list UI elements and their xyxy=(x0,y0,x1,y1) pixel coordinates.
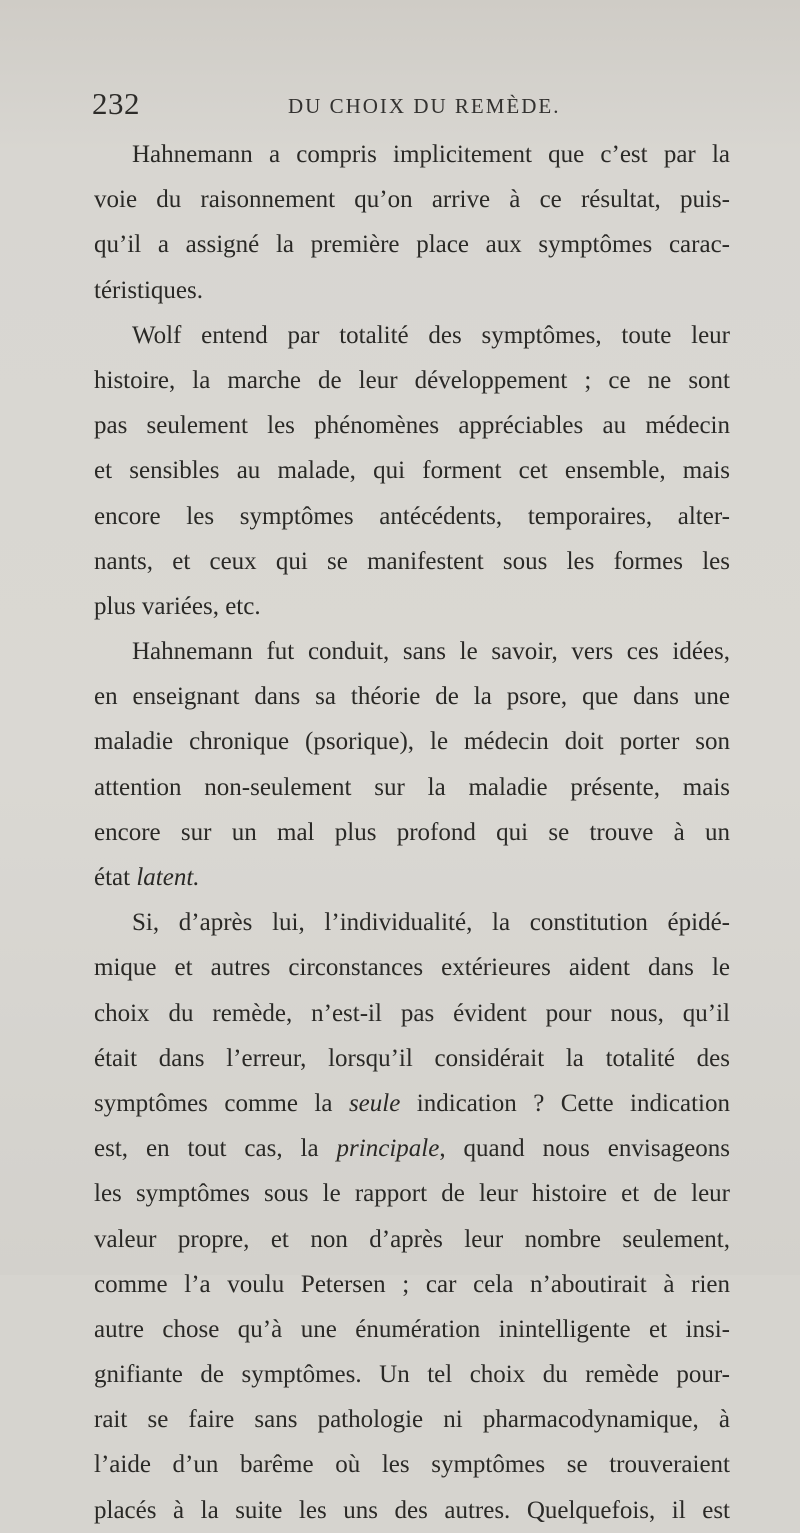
text-line: valeur propre, et non d’après leur nombre seulement, xyxy=(94,1225,730,1253)
running-title: DU CHOIX DU REMÈDE. xyxy=(288,94,561,118)
text-line: autre chose qu’à une énumération inintelligente et insi- xyxy=(94,1315,730,1343)
text-line: l’aide d’un barême où les symptômes se trouveraient xyxy=(94,1451,730,1479)
text-line: Hahnemann a compris implicitement que c’est par la xyxy=(132,141,730,168)
page-number: 232 xyxy=(92,86,140,121)
text-line: les symptômes sous le rapport de leur histoire et de leur xyxy=(94,1180,730,1208)
text-line xyxy=(94,1081,730,1126)
italic-run: latent. xyxy=(136,864,200,891)
text-line: pas seulement les phénomènes appréciables au médecin xyxy=(94,412,730,440)
text-run: état xyxy=(94,864,137,891)
text-line: placés à la suite les uns des autres. Quelquefois, il est xyxy=(94,1496,730,1524)
text-line: et sensibles au malade, qui forment cet ensemble, mais xyxy=(94,457,730,485)
body-text xyxy=(94,132,730,1533)
text-line: voie du raisonnement qu’on arrive à ce résultat, puis- xyxy=(94,186,730,214)
text-line: histoire, la marche de leur développement ; ce ne sont xyxy=(94,366,730,394)
text-line: Si, d’après lui, l’individualité, la constitution épidé- xyxy=(132,909,730,937)
italic-run: seule xyxy=(348,1089,401,1117)
text-line: maladie chronique (psorique), le médecin doit porter son xyxy=(94,728,730,756)
text-run: symptômes comme la xyxy=(94,1089,349,1117)
text-line: mique et autres circonstances extérieures aident dans le xyxy=(94,954,730,982)
text-line: choix du remède, n’est-il pas évident pour nous, qu’il xyxy=(94,999,730,1027)
text-line xyxy=(94,1126,730,1171)
text-line: était dans l’erreur, lorsqu’il considérait la totalité des xyxy=(94,1044,730,1072)
text-run: est, en tout cas, la xyxy=(94,1135,337,1163)
text-line: nants, et ceux qui se manifestent sous les formes les xyxy=(94,547,730,575)
text-line: encore les symptômes antécédents, temporaires, alter- xyxy=(94,502,730,530)
text-line xyxy=(94,855,730,900)
text-line: qu’il a assigné la première place aux symptômes carac- xyxy=(94,231,730,259)
text-line: plus variées, etc. xyxy=(94,592,261,620)
text-line: gnifiante de symptômes. Un tel choix du remède pour- xyxy=(94,1361,730,1389)
text-line: Hahnemann fut conduit, sans le savoir, vers ces idées, xyxy=(132,638,730,666)
text-run: indication ? Cette indication xyxy=(400,1089,730,1117)
running-head xyxy=(92,86,732,126)
text-line: Wolf entend par totalité des symptômes, toute leur xyxy=(132,321,730,349)
text-line: téristiques. xyxy=(94,276,204,304)
text-line: attention non-seulement sur la maladie présente, mais xyxy=(94,773,730,801)
text-run: , quand nous envisageons xyxy=(439,1135,730,1163)
text-line: comme l’a voulu Petersen ; car cela n’aboutirait à rien xyxy=(94,1270,730,1298)
italic-run: principale xyxy=(336,1135,440,1163)
text-line: rait se faire sans pathologie ni pharmacodynamique, à xyxy=(94,1406,730,1434)
text-line: encore sur un mal plus profond qui se trouve à un xyxy=(94,818,730,846)
text-line: en enseignant dans sa théorie de la psore, que dans une xyxy=(94,683,730,711)
